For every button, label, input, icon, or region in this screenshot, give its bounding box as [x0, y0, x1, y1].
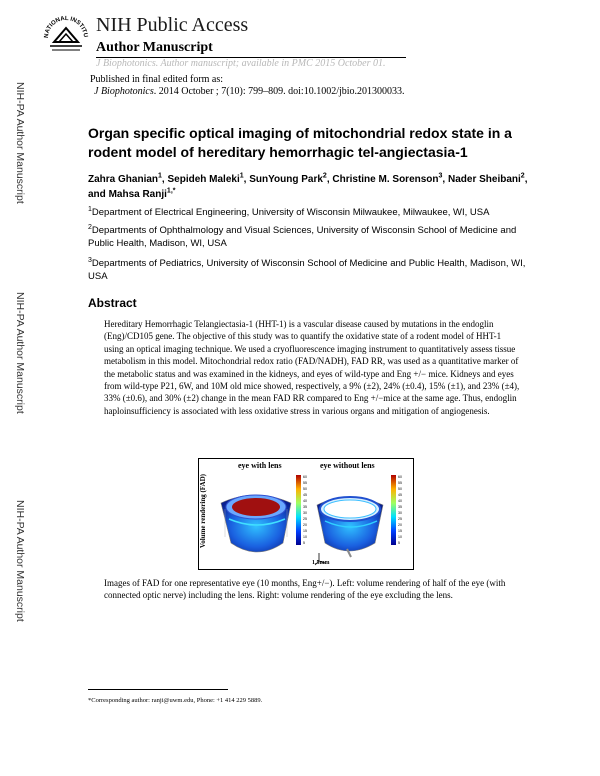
- figure-y-label: Volume rendering (FAD): [199, 474, 207, 549]
- colorbar-tick-label: 25: [303, 517, 307, 521]
- eye-with-lens-render: [221, 495, 291, 552]
- citation-details: . 2014 October ; 7(10): 799–809. doi:10.1002/jbio.201300033.: [153, 86, 405, 97]
- colorbar-tick-label: 45: [398, 493, 402, 497]
- colorbar-tick-label: 20: [303, 523, 307, 527]
- figure-left-label: eye with lens: [238, 461, 282, 470]
- affiliation: $^1$Department of Electrical Engineering, University of Wisconsin Milwaukee, Milwaukee, WI, USA: [88, 205, 490, 218]
- colorbar-tick-label: 30: [303, 511, 307, 515]
- svg-text:NATIONAL INSTITUTES OF HEALTH: [40, 8, 88, 38]
- colorbar-tick-label: 5: [398, 541, 400, 545]
- article-title: Organ specific optical imaging of mitochondrial redox state in a rodent model of hereditary hemorrhagic tel-angiectasia-1: [88, 125, 512, 160]
- colorbar-tick-label: 35: [398, 505, 402, 509]
- author: Nader Sheibani$^2$, and: [88, 172, 528, 200]
- colorbar-right: [391, 475, 396, 545]
- footnote: *Corresponding author: ranji@uwm.edu, Phone: +1 414 229 5889.: [88, 697, 263, 704]
- author: Christine M. Sorenson$^3$,: [332, 172, 448, 185]
- author-list: [88, 172, 528, 202]
- colorbar-tick-label: 50: [303, 487, 307, 491]
- colorbar-tick-label: 60: [398, 475, 402, 479]
- colorbar-left: [296, 475, 301, 545]
- abstract-heading: Abstract: [88, 296, 137, 310]
- side-label-middle: NIH-PA Author Manuscript: [14, 292, 26, 414]
- author: SunYoung Park$^2$,: [249, 172, 333, 185]
- colorbar-tick-label: 40: [398, 499, 402, 503]
- colorbar-tick-label: 55: [398, 481, 402, 485]
- colorbar-tick-label: 20: [398, 523, 402, 527]
- figure-scale-label: 1.5mm: [312, 560, 330, 566]
- colorbar-tick-label: 10: [303, 535, 307, 539]
- colorbar-left-ticks: [303, 475, 307, 545]
- colorbar-tick-label: 5: [303, 541, 305, 545]
- colorbar-tick-label: 45: [303, 493, 307, 497]
- colorbar-tick-label: 15: [303, 529, 307, 533]
- colorbar-tick-label: 30: [398, 511, 402, 515]
- citation-line: [94, 86, 405, 97]
- published-in-line: Published in final edited form as:: [90, 74, 224, 85]
- colorbar-right-ticks: [398, 475, 402, 545]
- colorbar-tick-label: 55: [303, 481, 307, 485]
- eye-without-lens-render: [317, 497, 383, 557]
- colorbar-tick-label: 35: [303, 505, 307, 509]
- figure-caption: Images of FAD for one representative eye (10 months, Eng+/−). Left: volume rendering of half of the eye (with connected optic nerve) including the lens. Right: volume rendering of the eye excluding the lens.: [104, 578, 506, 601]
- author: Zahra Ghanian$^1$,: [88, 172, 168, 185]
- graphical-abstract-figure: [198, 458, 414, 570]
- colorbar-tick-label: 40: [303, 499, 307, 503]
- header-subtitle: Author Manuscript: [96, 40, 213, 55]
- colorbar-tick-label: 15: [398, 529, 402, 533]
- logo-arc-text: NATIONAL INSTITU: [43, 15, 89, 39]
- colorbar-tick-label: 60: [303, 475, 307, 479]
- nih-logo: [40, 8, 92, 60]
- colorbar-tick-label: 50: [398, 487, 402, 491]
- colorbar-tick-label: 25: [398, 517, 402, 521]
- affiliation: $^3$Departments of Pediatrics, University of Wisconsin School of Medicine and Public Health, Madison, WI, USA: [88, 256, 526, 282]
- footnote-rule: [88, 689, 228, 690]
- side-label-top: NIH-PA Author Manuscript: [14, 82, 26, 204]
- affiliation: $^2$Departments of Ophthalmology and Visual Sciences, University of Wisconsin School of Medicine and Public Health, Madison, WI, USA: [88, 223, 517, 249]
- header-journal-line: J Biophotonics. Author manuscript; available in PMC 2015 October 01.: [96, 58, 386, 69]
- author: Mahsa Ranji$^{1,*}$: [108, 187, 176, 200]
- abstract-text: Hereditary Hemorrhagic Telangiectasia-1 (HHT-1) is a vascular disease caused by mutations in the endoglin (Eng)/CD105 gene. The objective of this study was to quantify the oxidative state of a rodent model of HHT-1 using an optical imaging technique. We used a cryofluorescence imaging instrument to quantitatively assess tissue metabolism in this model. Mitochondrial redox ratio (FAD/NADH), FAD RR, was used as a quantitative marker of the metabolic status and was examined in the kidneys, and eyes of wild-type and Eng +/− mice. Kidneys and eyes from wild-type P21, 6W, and 10M old mice showed, respectively, a 9% (±2), 24% (±0.4), 15% (±1), and 23% (±4), 33% (±0.6), and 30% (±2) change in the mean FAD RR compared to Eng +/−mice at the same age. Thus, endoglin haploinsufficiency is associated with less oxidative stress in various organs and mitigation of angiogenesis.: [104, 319, 520, 416]
- figure-right-label: eye without lens: [320, 461, 375, 470]
- header-title: NIH Public Access: [96, 14, 249, 36]
- colorbar-tick-label: 10: [398, 535, 402, 539]
- author: Sepideh Maleki$^1$,: [167, 172, 250, 185]
- side-label-bottom: NIH-PA Author Manuscript: [14, 500, 26, 622]
- citation-journal: J Biophotonics: [94, 86, 154, 97]
